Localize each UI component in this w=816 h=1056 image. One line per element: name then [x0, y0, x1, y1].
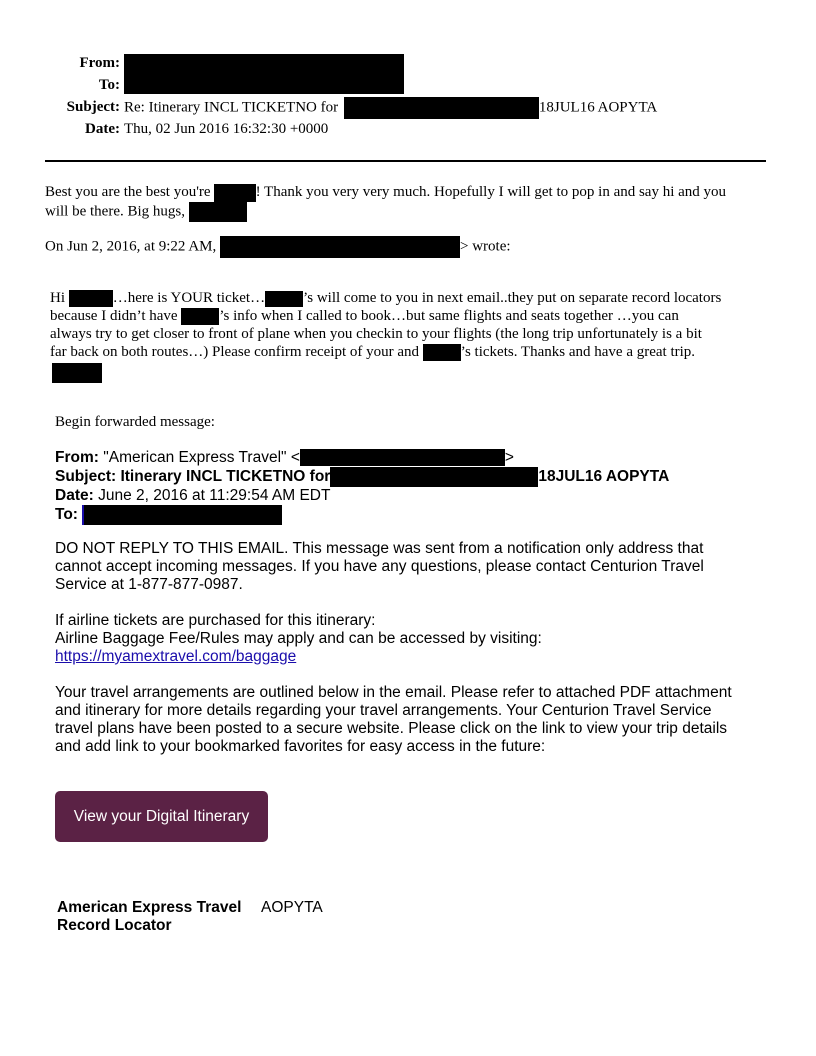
redaction-bar	[124, 74, 404, 94]
baggage-link[interactable]: https://myamextravel.com/baggage	[55, 648, 297, 665]
redaction-bar	[82, 505, 282, 525]
begin-forwarded: Begin forwarded message:	[55, 414, 215, 430]
body-text: Service at 1-877-877-0987.	[55, 576, 243, 593]
subject-suffix: 18JUL16 AOPYTA	[538, 99, 658, 116]
fwd-subject-suffix: 18JUL16 AOPYTA	[538, 468, 670, 486]
to-value	[124, 73, 404, 94]
record-locator-value: AOPYTA	[261, 899, 323, 916]
redaction-bar	[330, 467, 538, 487]
note-text: ’s info when I called to book…but same flights and seats together …you can	[219, 308, 679, 325]
from-label: From:	[79, 55, 120, 71]
fwd-from-label: From:	[55, 449, 99, 466]
record-locator-label	[57, 899, 241, 935]
fwd-from-value: "American Express Travel" <	[103, 449, 300, 466]
date-label: Date:	[85, 121, 120, 137]
header-divider	[45, 160, 766, 162]
subject-prefix: Re: Itinerary INCL TICKETNO for	[124, 99, 339, 116]
redaction-bar	[423, 344, 461, 361]
redaction-bar	[124, 54, 404, 74]
redaction-bar	[344, 97, 539, 119]
quote-text: > wrote:	[460, 238, 511, 255]
redaction-bar	[214, 184, 256, 202]
arrangements-paragraph	[55, 684, 785, 756]
note-text: …here is YOUR ticket…	[112, 290, 266, 306]
redaction-bar	[189, 202, 247, 222]
locator-label-line: American Express Travel	[57, 899, 242, 916]
no-reply-paragraph	[55, 540, 785, 594]
from-value	[124, 53, 404, 74]
baggage-paragraph	[55, 612, 785, 666]
quote-text: On Jun 2, 2016, at 9:22 AM,	[45, 238, 217, 255]
redaction-bar	[52, 363, 102, 383]
fwd-from-close: >	[504, 449, 514, 466]
body-text: DO NOT REPLY TO THIS EMAIL. This message was sent from a notification only address that	[55, 540, 704, 557]
reply-text: ! Thank you very very much. Hopefully I will get to pop in and say hi and you	[255, 184, 727, 200]
date-value: Thu, 02 Jun 2016 16:32:30 +0000	[124, 121, 329, 137]
quote-attribution	[45, 236, 511, 258]
reply-text: Best you are the best you're	[45, 184, 211, 200]
redaction-bar	[265, 291, 303, 307]
subject-label: Subject:	[66, 99, 120, 115]
body-text: and add link to your bookmarked favorites for easy access in the future:	[55, 738, 546, 755]
note-text: ’s tickets. Thanks and have a great trip.	[460, 344, 696, 361]
agent-note	[50, 289, 790, 383]
view-digital-itinerary-button[interactable]: View your Digital Itinerary	[55, 791, 268, 842]
fwd-subject-label: Subject:	[55, 468, 117, 486]
body-text: Your travel arrangements are outlined below in the email. Please refer to attached PDF attachment	[55, 684, 732, 701]
subject-value	[124, 97, 657, 119]
fwd-date-value: June 2, 2016 at 11:29:54 AM EDT	[98, 487, 331, 504]
redaction-bar	[181, 308, 219, 325]
locator-label-line: Record Locator	[57, 917, 172, 934]
redaction-bar	[300, 449, 505, 466]
redaction-bar	[69, 290, 113, 307]
note-text: far back on both routes…) Please confirm receipt of your and	[50, 344, 420, 361]
note-text: always try to get closer to front of plane when you checkin to your flights (the long trip unfortunately is a bit	[50, 326, 702, 343]
fwd-to-label: To:	[55, 506, 78, 524]
body-text: If airline tickets are purchased for this itinerary:	[55, 612, 376, 629]
note-text: because I didn’t have	[50, 308, 178, 325]
reply-text: will be there. Big hugs,	[45, 203, 185, 220]
note-text: ’s will come to you in next email..they put on separate record locators	[303, 290, 722, 306]
to-label: To:	[98, 77, 120, 93]
reply-message	[45, 183, 785, 222]
fwd-subject-value: Itinerary INCL TICKETNO for	[120, 468, 331, 486]
body-text: cannot accept incoming messages. If you have any questions, please contact Centurion Travel	[55, 558, 704, 575]
fwd-date-label: Date:	[55, 487, 94, 504]
body-text: Airline Baggage Fee/Rules may apply and can be accessed by visiting:	[55, 630, 542, 647]
body-text: travel plans have been posted to a secure website. Please click on the link to view your trip details	[55, 720, 728, 737]
forward-header	[55, 449, 775, 525]
redaction-bar	[220, 236, 460, 258]
body-text: and itinerary for more details regarding your travel arrangements. Your Centurion Travel Service	[55, 702, 712, 719]
note-text: Hi	[50, 290, 65, 306]
